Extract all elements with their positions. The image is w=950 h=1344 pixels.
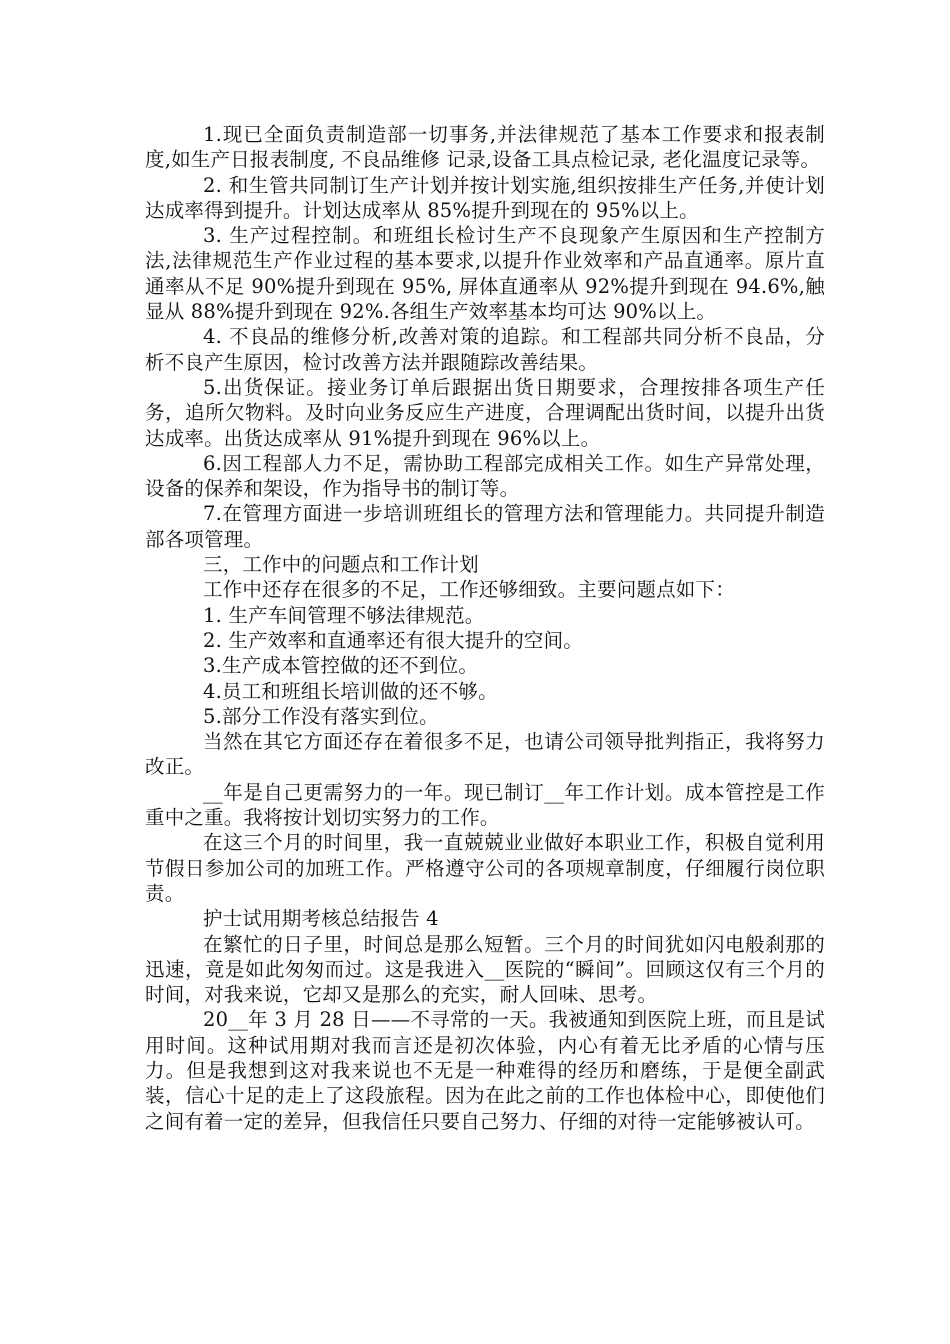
- paragraph: 4. 不良品的维修分析,改善对策的追踪。和工程部共同分析不良品，分析不良产生原因，检讨改善方法并跟随踪改善结果。: [145, 325, 825, 374]
- paragraph: 7.在管理方面进一步培训班组长的管理方法和管理能力。共同提升制造部各项管理。: [145, 502, 825, 551]
- list-item: 4.员工和班组长培训做的还不够。: [203, 679, 498, 703]
- paragraph: 6.因工程部人力不足，需协助工程部完成相关工作。如生产异常处理，设备的保养和架设，作为指导书的制订等。: [145, 451, 825, 501]
- list-item: 1. 生产车间管理不够法律规范。: [203, 603, 485, 627]
- paragraph: 当然在其它方面还存在着很多不足，也请公司领导批判指正，我将努力改正。: [145, 730, 825, 779]
- paragraph: 5.出货保证。接业务订单后跟据出货日期要求，合理按排各项生产任务，追所欠物料。及时向业务反应生产进度，合理调配出货时间，以提升出货达成率。出货达成率从 91%提升到现在 96%以上。: [145, 375, 825, 450]
- paragraph: 2. 和生管共同制订生产计划并按计划实施,组织按排生产任务,并使计划达成率得到提升。计划达成率从 85%提升到现在的 95%以上。: [145, 173, 825, 222]
- paragraph: 1.现已全面负责制造部一切事务,并法律规范了基本工作要求和报表制度,如生产日报表制度, 不良品维修 记录,设备工具点检记录, 老化温度记录等。: [145, 123, 825, 172]
- list-item: 2. 生产效率和直通率还有很大提升的空间。: [203, 628, 584, 652]
- list-item: 5.部分工作没有落实到位。: [203, 704, 439, 728]
- document-body: [145, 122, 825, 1134]
- paragraph: 20__年 3 月 28 日——不寻常的一天。我被通知到医院上班，而且是试用时间。这种试用期对我而言还是初次体验，内心有着无比矛盾的心情与压力。但是我想到这对我来说也不无是一种难得的经历和磨练，于是便全副武装，信心十足的走上了这段旅程。因为在此之前的工作也体检中心，即使他们之间有着一定的差异，但我信任只要自己努力、仔细的对待一定能够被认可。: [145, 1008, 825, 1133]
- paragraph: 在这三个月的时间里，我一直兢兢业业做好本职业工作，积极自觉利用节假日参加公司的加班工作。严格遵守公司的各项规章制度，仔细履行岗位职责。: [145, 831, 825, 905]
- report-title: 护士试用期考核总结报告 4: [203, 907, 439, 931]
- paragraph: 工作中还存在很多的不足，工作还够细致。主要问题点如下：: [203, 578, 735, 602]
- paragraph: 3. 生产过程控制。和班组长检讨生产不良现象产生原因和生产控制方法,法律规范生产作业过程的基本要求,以提升作业效率和产品直通率。原片直通率从不足 90%提升到现在 95%, 屏体直通率从 92%提升到现在 94.6%,触显从 88%提升到现在 92%.各组生产效率基本均可达 90%以上。: [145, 224, 825, 324]
- list-item: 3.生产成本管控做的还不到位。: [203, 654, 479, 678]
- paragraph: __年是自己更需努力的一年。现已制订__年工作计划。成本管控是工作重中之重。我将按计划切实努力的工作。: [145, 780, 825, 830]
- paragraph: 在繁忙的日子里，时间总是那么短暂。三个月的时间犹如闪电般刹那的迅速，竟是如此匆匆而过。这是我进入__医院的“瞬间”。回顾这仅有三个月的时间，对我来说，它却又是那么的充实，耐人回味、思考。: [145, 932, 825, 1007]
- section-heading: 三，工作中的问题点和工作计划: [203, 553, 479, 577]
